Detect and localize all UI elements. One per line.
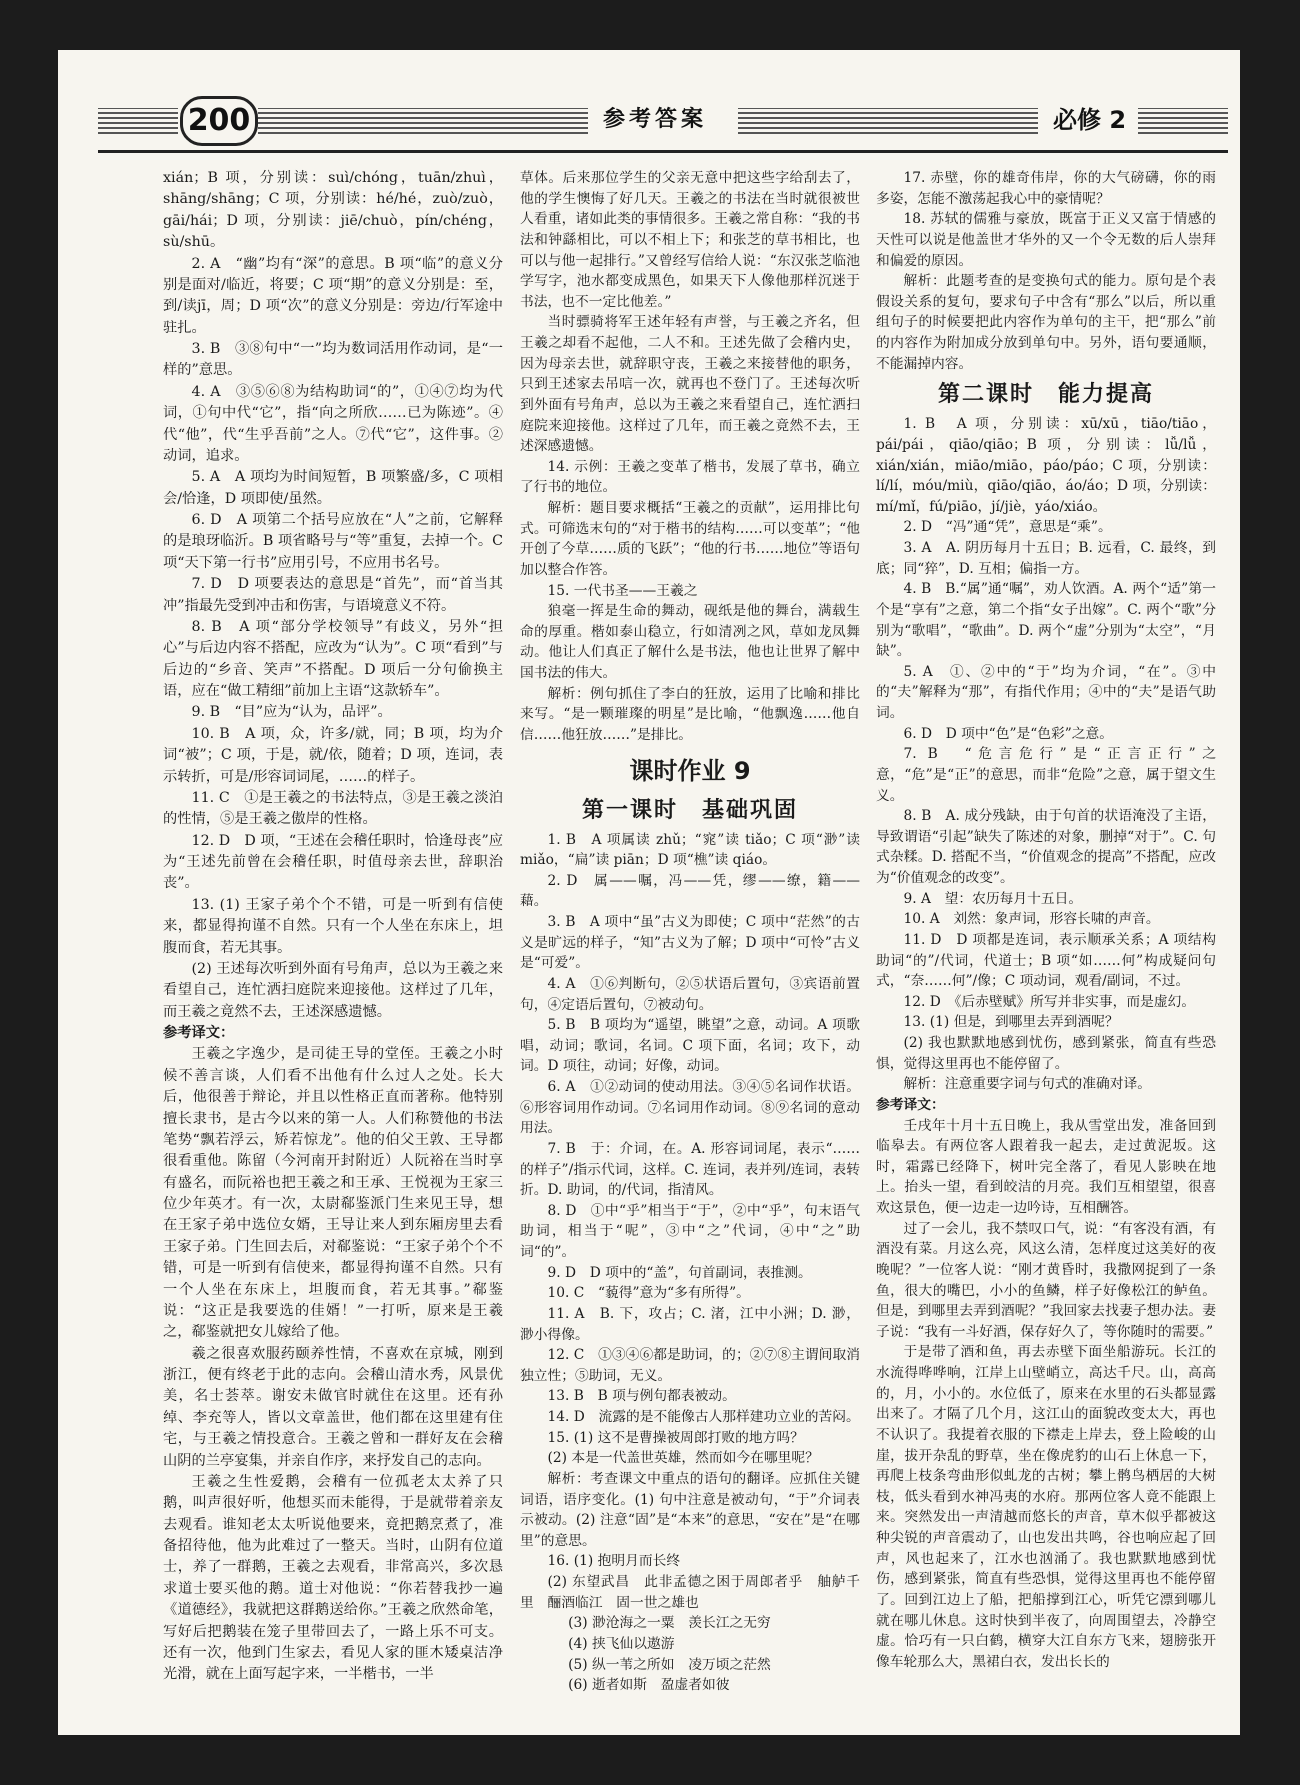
answer-item: (2) 本是一代盖世英雄，然而如今在哪里呢？	[547, 1450, 819, 1467]
answer-item: 7. B 于：介词，在。A. 形容词词尾，表示“……的样子”/指示代词，这样。C. 连词，表并列/连词，表转折。D. 助词，的/代词，指清风。	[520, 1140, 860, 1199]
answer-item: 13. (1) 但是，到哪里去弄到酒呢？	[903, 1014, 1119, 1031]
section-label: 参考译文：	[876, 1096, 945, 1113]
translation-paragraph: 壬戌年十月十五日晚上，我从雪堂出发，准备回到临皋去。有两位客人跟着我一起去，走过黄泥坂。这时，霜露已经降下，树叶完全落了，看见人影映在地上。抬头一望，看到皎洁的月亮。我们互相望望，很喜欢这景色，便一边走一边吟诗，互相酬答。	[876, 1117, 1216, 1216]
answer-item: (2) 东望武昌 此非孟德之困于周郎者乎 舳舻千里 酾酒临江 固一世之雄也	[520, 1574, 860, 1611]
answer-item: 12. D 《后赤壁赋》所写并非实事，而是虚幻。	[903, 993, 1196, 1010]
answer-item: 10. C “藐得”意为“多有所得”。	[547, 1285, 750, 1302]
answer-item: 7. B “危言危行”是“正言正行”之意，“危”是“正”的意思，而非“危险”之意，属于望文生义。	[876, 746, 1216, 804]
answer-item: 16. (1) 抱明月而长终	[547, 1553, 681, 1570]
answer-item: 15. (1) 这不是曹操被周郎打败的地方吗？	[547, 1429, 804, 1446]
answer-item: 14. D 流露的是不能像古人那样建功立业的苦闷。	[547, 1409, 860, 1425]
translation-paragraph: 过了一会儿，我不禁叹口气，说：“有客没有酒，有酒没有菜。月这么亮，风这么清，怎样度过这美好的夜晚呢？”一位客人说：“刚才黄昏时，我撒网捉到了一条鱼，很大的嘴巴，小小的鱼鳞，样子好像松江的鲈鱼。但是，到哪里去弄到酒呢？”我回家去找妻子想办法。妻子说：“我有一斗好酒，保存好久了，等你随时的需要。”	[876, 1220, 1216, 1340]
header-hatch-middle-right	[738, 108, 1038, 134]
translation-paragraph: 当时骠骑将军王述年轻有声誉，与王羲之齐名，但王羲之却看不起他，二人不和。王述先做了会稽内史，因为母亲去世，就辞职守丧，王羲之来接替他的职务，只到王述家去吊唁一次，就再也不登门了。王述每次听到外面有号角声，总以为王羲之来看望自己，连忙洒扫庭院来迎接他。这样过了几年，而王羲之竟然不去，王述深感遗憾。	[520, 314, 860, 455]
answer-item: 13. (1) 王家子弟个个不错，可是一听到有信使来，都显得拘谨不自然。只有一个人坐在东床上，坦腹而食，若无其事。	[163, 896, 503, 956]
answer-item: 8. D ①中“乎”相当于“于”，②中“乎”，句末语气助词，相当于“呢”，③中“之”代词，④中“之”助词“的”。	[520, 1202, 860, 1260]
answer-item: 5. A ①、②中的“于”均为介词，“在”。③中的“夫”解释为“那”，有指代作用；④中的“夫”是语气助词。	[876, 663, 1216, 721]
answer-item: 4. A ③⑤⑥⑧为结构助词“的”，①④⑦均为代词，①句中代“它”，指“向之所欣……已为陈迹”。④代“他”，代“生乎吾前”之人。⑦代“它”，这件事。②动词，追求。	[163, 383, 503, 464]
answer-item: 6. D D 项中“色”是“色彩”之意。	[903, 725, 1114, 742]
volume-label: 必修 2	[1053, 106, 1127, 134]
answer-item: 12. C ①③④⑥都是助词，的；②⑦⑧主谓间取消独立性；⑤助词，无义。	[520, 1347, 860, 1384]
translation-paragraph: 草体。后来那位学生的父亲无意中把这些字给刮去了，他的学生懊悔了好几天。王羲之的书法在当时就很被世人看重，诸如此类的事情很多。王羲之常自称：“我的书法和钟繇相比，可以不相上下；和张芝的草书相比，也可以与他一起排行。”又曾经写信给人说：“东汉张芝临池学写字，池水都变成黑色，如果天下人像他那样沉迷于书法，也不一定比他差。”	[520, 170, 860, 310]
header-hatch-left	[98, 108, 178, 134]
analysis: 解析：此题考查的是变换句式的能力。原句是个表假设关系的复句，要求句子中含有“那么”以后，所以重组句子的时候要把此内容作为单句的主干，把“那么”前的内容作为附加成分放到单句中。另外，语句要通顺，不能漏掉内容。	[876, 273, 1216, 372]
answer-item: 3. B ③⑧句中“一”均为数词活用作动词，是“一样的”意思。	[163, 341, 503, 379]
answer-item: 13. B B 项与例句都表被动。	[547, 1388, 736, 1405]
answer-item: 11. A B. 下，攻占；C. 渚，江中小洲；D. 渺，渺小得像。	[520, 1305, 860, 1343]
answer-item: 4. B B.“属”通“嘱”，劝人饮酒。A. 两个“适”第一个是“享有”之意，第二个指“女子出嫁”。C. 两个“歌”分别为“歌唱”，“歌曲”。D. 两个“虚”分别为“太空”，“月缺”。	[876, 581, 1216, 660]
page-title: 参考答案	[603, 107, 708, 132]
answer-item: 12. D D 项，“王述在会稽任职时，恰逢母丧”应为“王述先前曾在会稽任职，时值母亲去世，辞职治丧”。	[163, 832, 503, 892]
answer-item: 9. B “目”应为“认为，品评”。	[191, 704, 392, 721]
translation-paragraph: 王羲之字逸少，是司徒王导的堂侄。王羲之小时候不善言谈，人们看不出他有什么过人之处。长大后，他很善于辩论，并且以性格正直而著称。他特别擅长隶书，是古今以来的第一人。人们称赞他的书法笔势“飘若浮云，矫若惊龙”。他的伯父王敦、王导都很看重他。陈留（今河南开封附近）人阮裕在当时享有盛名，而阮裕也把王羲之和王承、王悦视为王家三位少年英才。有一次，太尉郗鉴派门生来见王导，想在王家子弟中选位女婿，王导让来人到东厢房里去看王家子弟。门生回去后，对郗鉴说：“王家子弟个个不错，可是一听到有信使来，都显得拘谨不自然。只有一个人坐在东床上，坦腹而食，若无其事。”郗鉴说：“这正是我要选的佳婿！”一打听，原来是王羲之，郗鉴就把女儿嫁给了他。	[163, 1046, 503, 1341]
answer-item: 9. A 望：农历每月十五日。	[903, 890, 1083, 907]
answer-item: (6) 逝者如斯 盈虚者如彼	[568, 1677, 730, 1694]
analysis: 解析：考查课文中重点的语句的翻译。应抓住关键词语，语序变化。(1) 句中注意是被动句，“于”介词表示被动。(2) 注意“固”是“本来”的意思，“安在”是“在哪里”的意思。	[520, 1470, 860, 1549]
header-hatch-middle-left	[258, 108, 588, 134]
answer-item: 10. A 刘然：象声词，形容长啸的声音。	[903, 911, 1160, 928]
page-number: 200	[180, 96, 258, 146]
answer-item: 3. B A 项中“虽”古义为即使；C 项中“茫然”的古义是旷远的样子，“知”古义为了解；D 项中“可怜”古义是“可爱”。	[520, 914, 860, 972]
answer-item: 4. A ①⑥判断句，②⑤状语后置句，③宾语前置句，④定语后置句，⑦被动句。	[520, 975, 860, 1013]
answer-item: 2. A “幽”均有“深”的意思。B 项“临”的意义分别是面对/临近，将要；C 项“期”的意义分别是：至，到/读jī，周；D 项“次”的意义分别是：旁边/行军途中驻扎。	[163, 255, 503, 336]
section-heading: 课时作业 9	[629, 756, 751, 785]
answer-item: 8. B A. 成分残缺，由于句首的状语淹没了主语，导致谓语“引起”缺失了陈述的对象，删掉“对于”。C. 句式杂糅。D. 搭配不当，“价值观念的提高”不搭配，应改为“价值观念的改变”。	[876, 808, 1216, 886]
answer-item: 18. 苏轼的儒雅与豪放，既富于正义又富于情感的天性可以说是他盖世才华外的又一个令无数的后人崇拜和偏爱的原因。	[876, 211, 1216, 269]
section-label: 参考译文：	[163, 1025, 235, 1041]
subsection-heading: 第二课时 能力提高	[937, 382, 1154, 408]
answer-item: 6. D A 项第二个括号应放在“人”之前，它解释的是琅玡临沂。B 项省略号与“等”重复，去掉一个。C 项“天下第一行书”应用引号，不应用书名号。	[163, 512, 503, 571]
paragraph: xián；B 项，分别读：suì/chóng，tuān/zhuì，shāng/shāng；C 项，分别读：hé/hé，zuò/zuò，gāi/hái；D 项，分别读：jiē/chuò，pín/chéng，sù/shū。	[163, 170, 503, 251]
analysis: 解析：例句抓住了李白的狂放，运用了比喻和排比来写。“是一颗璀璨的明星”是比喻，“他飘逸……他自信……他狂放……”是排比。	[520, 685, 860, 743]
answer-item: (2) 我也默默地感到忧伤，感到紧张，简直有些恐惧，觉得这里再也不能停留了。	[876, 1035, 1216, 1072]
answer-item: 5. B B 项均为“遥望，眺望”之意，动词。A 项歌唱，动词；歌词，名词。C 项下面，名词；攻下，动词。D 项往，动词；好像，动词。	[520, 1017, 860, 1075]
answer-item: 8. B A 项“部分学校领导”有歧义，另外“担心”与后边内容不搭配，应改为“认为”。C 项“看到”与后边的“乡音、笑声”不搭配。D 项后一分句偷换主语，应在“做工精细”前加上主语“这款轿车”。	[163, 618, 503, 699]
header-rule	[98, 150, 1228, 153]
page-header	[98, 90, 1228, 148]
header-hatch-right	[1138, 108, 1228, 134]
translation-paragraph: 羲之很喜欢服药颐养性情，不喜欢在京城，刚到浙江，便有终老于此的志向。会稽山清水秀，风景优美，名士荟萃。谢安未做官时就住在这里。还有孙绰、李充等人，皆以文章盖世，他们都在这里建有住宅，与王羲之情投意合。王羲之曾和一群好友在会稽山阴的兰亭宴集，并亲自作序，来抒发自己的志向。	[163, 1345, 503, 1469]
text-column-right	[876, 168, 1216, 1672]
answer-item: 11. C ①是王羲之的书法特点，③是王羲之淡泊的性情，⑤是王羲之傲岸的性格。	[163, 789, 503, 828]
subsection-heading: 第一课时 基础巩固	[581, 797, 798, 823]
answer-item: 10. B A 项，众，许多/就，同；B 项，均为介词“被”；C 项，于是，就/依，随着；D 项，连词，表示转折，可是/形容词词尾，……的样子。	[163, 725, 503, 785]
answer-item: 3. A A. 阴历每月十五日；B. 远看，C. 最终，到底；同“猝”，D. 互相；偏指一方。	[876, 540, 1216, 577]
answer-item: (3) 渺沧海之一粟 羡长江之无穷	[568, 1615, 771, 1632]
text-column-middle	[520, 168, 860, 1696]
translation-paragraph: 于是带了酒和鱼，再去赤壁下面坐船游玩。长江的水流得哗哗响，江岸上山壁峭立，高达千尺。山，高高的，月，小小的。水位低了，原来在水里的石头都显露出来了。才隔了几个月，这江山的面貌改变太大，再也不认识了。我提着衣服的下襟走上岸去，登上险峻的山崖，拔开杂乱的野草，坐在像虎豹的山石上休息一下，再爬上枝条弯曲形似虬龙的古树；攀上鹘鸟栖居的大树枝，低头看到水神冯夷的水府。那两位客人竟不能跟上来。突然发出一声清越而悠长的声音，草木似乎都被这种尖锐的声音震动了，山也发出共鸣，谷也响应起了回声，风也起来了，江水也汹涌了。我也默默地感到忧伤，感到紧张，简直有些恐惧，觉得这里再也不能停留了。回到江边上了船，把船撑到江心，听凭它漂到哪儿就在哪儿休息。这时快到半夜了，向周围望去，冷静空虚。恰巧有一只白鹤，横穿大江自东方飞来，翅膀张开像车轮那么大，黑裙白衣，发出长长的	[876, 1344, 1216, 1670]
answer-item: 狼毫一挥是生命的舞动，砚纸是他的舞台，满载生命的厚重。楷如泰山稳立，行如清冽之风，草如龙凤舞动。他让人们真正了解什么是书法，他也让世界了解中国书法的伟大。	[520, 603, 860, 681]
answer-item: 11. D D 项都是连词，表示顺承关系；A 项结构助词“的”/代词，代道士；B 项“如……何”构成疑问句式，“奈……何”/像；C 项动词，观看/副词，不过。	[876, 931, 1216, 990]
answer-item: 1. B A 项，分别读：xū/xū，tiāo/tiāo，pái/pái，qiāo/qiāo；B 项，分别读：lǚ/lǚ，xián/xián，miāo/miāo，páo/páo；C 项，分别读：lí/lí，móu/miù，qiāo/qiāo，áo/áo；D 项，分别读：mí/mǐ，fú/piāo，jí/jiè，yáo/xiáo。	[876, 416, 1216, 515]
answer-item: (4) 挟飞仙以遨游	[568, 1635, 675, 1652]
answer-item: 9. D D 项中的“盖”，句首副词，表推测。	[547, 1264, 812, 1281]
answer-item: 7. D D 项要表达的意思是“首先”，而“首当其冲”指最先受到冲击和伤害，与语境意义不符。	[163, 576, 503, 614]
answer-item: 2. D 属——嘱，冯——凭，缪——缭，籍——藉。	[520, 872, 860, 910]
answer-item: 14. 示例：王羲之变革了楷书，发展了草书，确立了行书的地位。	[520, 458, 860, 496]
answer-item: (2) 王述每次听到外面有号角声，总以为王羲之来看望自己，连忙洒扫庭院来迎接他。这样过了几年，而王羲之竟然不去，王述深感遗憾。	[163, 960, 503, 1020]
answer-item: 5. A A 项均为时间短暂，B 项繁盛/多，C 项相会/恰逢，D 项即使/虽然。	[163, 469, 503, 507]
answer-item: 17. 赤壁，你的雄奇伟岸，你的大气磅礴，你的雨多姿，怎能不激荡起我心中的豪情呢？	[876, 170, 1216, 207]
answer-item: (5) 纵一苇之所如 凌万顷之茫然	[568, 1656, 771, 1673]
analysis: 解析：题目要求概括“王羲之的贡献”，运用排比句式。可筛选末句的“对于楷书的结构……可以变革”；“他开创了今草……质的飞跃”；“他的行书……地位”等语句加以整合作答。	[520, 500, 860, 578]
answer-item: 1. B A 项属读 zhǔ；“窕”读 tiǎo；C 项“渺”读 miǎo，“扁”读 piān；D 项“樵”读 qiáo。	[520, 831, 860, 869]
analysis: 解析：注意重要字词与句式的准确对译。	[903, 1076, 1152, 1093]
answer-item: 15. 一代书圣——王羲之	[547, 582, 698, 599]
answer-item: 2. D “冯”通“凭”，意思是“乘”。	[903, 519, 1112, 536]
translation-paragraph: 王羲之生性爱鹅，会稽有一位孤老太太养了只鹅，叫声很好听，他想买而未能得，于是就带着亲友去观看。谁知老太太听说他要来，竟把鹅烹煮了，准备招待他，他为此难过了一整天。当时，山阴有位道士，养了一群鹅，王羲之去观看，非常高兴，多次恳求道士要买他的鹅。道士对他说：“你若替我抄一遍《道德经》，我就把这群鹅送给你。”王羲之欣然命笔，写好后把鹅装在笼子里带回去了，一路上乐不可支。还有一次，他到门生家去，看见人家的匪木矮桌洁净光滑，就在上面写起字来，一半楷书，一半	[163, 1473, 503, 1683]
answer-item: 6. A ①②动词的使动用法。③④⑤名词作状语。⑥形容词用作动词。⑦名词用作动词。⑧⑨名词的意动用法。	[520, 1079, 860, 1137]
text-column-left	[163, 168, 503, 1686]
